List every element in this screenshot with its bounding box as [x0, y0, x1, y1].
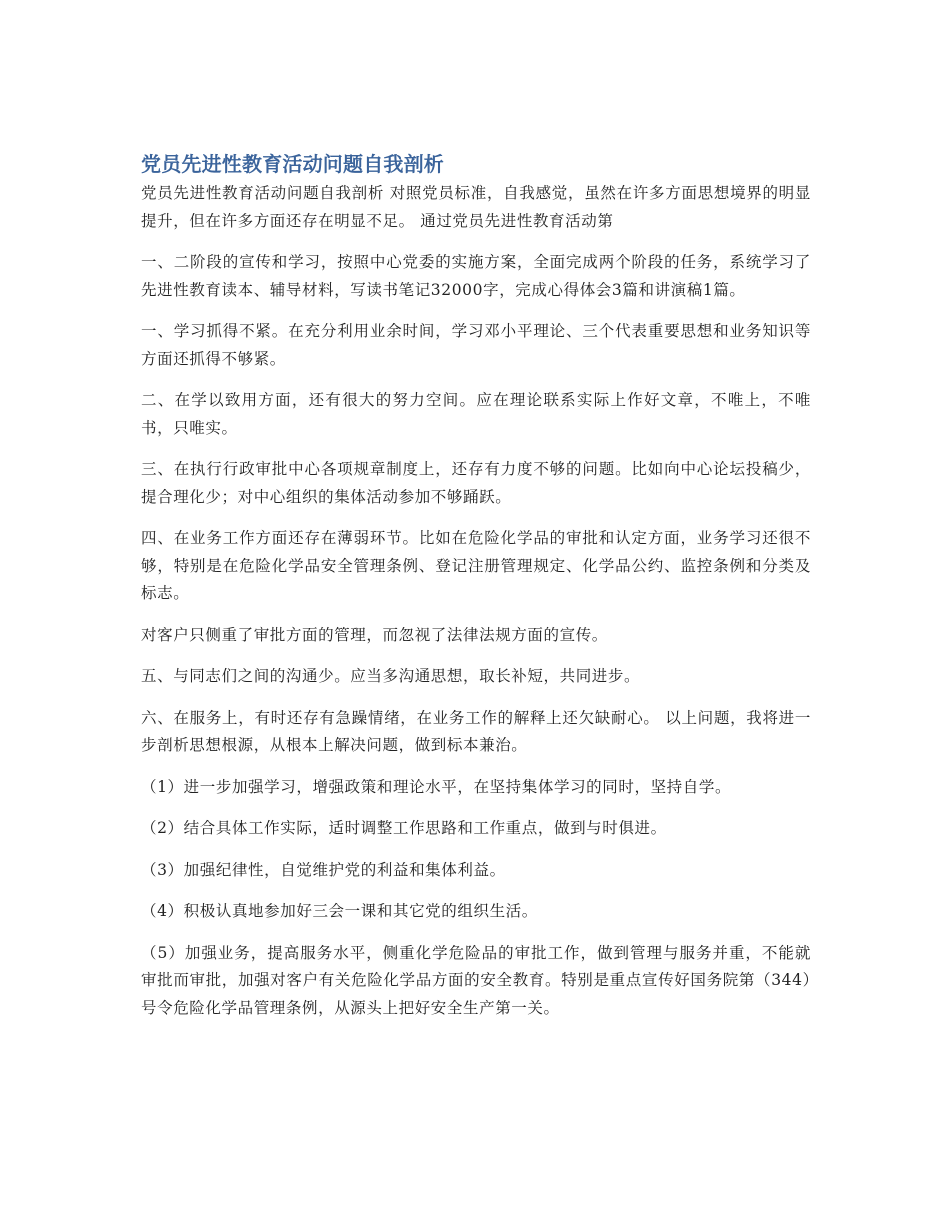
document-page [141, 150, 811, 1036]
paragraph-measure-5: （5）加强业务，提高服务水平，侧重化学危险品的审批工作，做到管理与服务并重，不能就审批而审批，加强对客户有关危险化学品方面的安全教育。特别是重点宣传好国务院第（344）号令危险化学品管理条例，从源头上把好安全生产第一关。 [141, 943, 811, 1017]
paragraph-stage-summary: 一、二阶段的宣传和学习，按照中心党委的实施方案，全面完成两个阶段的任务，系统学习了先进性教育读本、辅导材料，写读书笔记32000字，完成心得体会3篇和讲演稿1篇。 [141, 253, 811, 299]
document-title: 党员先进性教育活动问题自我剖析 [141, 152, 444, 176]
paragraph-measure-4: （4）积极认真地参加好三会一课和其它党的组织生活。 [141, 902, 538, 920]
paragraph-issue-6: 六、在服务上，有时还存有急躁情绪，在业务工作的解释上还欠缺耐心。 以上问题，我将进一步剖析思想根源，从根本上解决问题，做到标本兼治。 [141, 708, 811, 754]
paragraph-issue-5: 五、与同志们之间的沟通少。应当多沟通思想，取长补短，共同进步。 [141, 667, 641, 685]
paragraph-issue-4: 四、在业务工作方面还存在薄弱环节。比如在危险化学品的审批和认定方面，业务学习还很不够，特别是在危险化学品安全管理条例、登记注册管理规定、化学品公约、监控条例和分类及标志。 [141, 529, 811, 602]
paragraph-issue-3: 三、在执行行政审批中心各项规章制度上，还存有力度不够的问题。比如向中心论坛投稿少，提合理化少；对中心组织的集体活动参加不够踊跃。 [141, 460, 811, 506]
paragraph-issue-1: 一、学习抓得不紧。在充分利用业余时间，学习邓小平理论、三个代表重要思想和业务知识等方面还抓得不够紧。 [141, 322, 811, 368]
paragraph-intro: 党员先进性教育活动问题自我剖析 对照党员标准，自我感觉，虽然在许多方面思想境界的明显提升，但在许多方面还存在明显不足。 通过党员先进性教育活动第 [141, 184, 811, 230]
paragraph-issue-2: 二、在学以致用方面，还有很大的努力空间。应在理论联系实际上作好文章，不唯上，不唯书，只唯实。 [141, 391, 811, 437]
paragraph-issue-4-continued: 对客户只侧重了审批方面的管理，而忽视了法律法规方面的宣传。 [141, 625, 608, 644]
paragraph-measure-2: （2）结合具体工作实际，适时调整工作思路和工作重点，做到与时俱进。 [141, 819, 667, 837]
paragraph-measure-1: （1）进一步加强学习，增强政策和理论水平，在坚持集体学习的同时，坚持自学。 [141, 777, 732, 796]
paragraph-measure-3: （3）加强纪律性，自觉维护党的利益和集体利益。 [141, 860, 506, 879]
